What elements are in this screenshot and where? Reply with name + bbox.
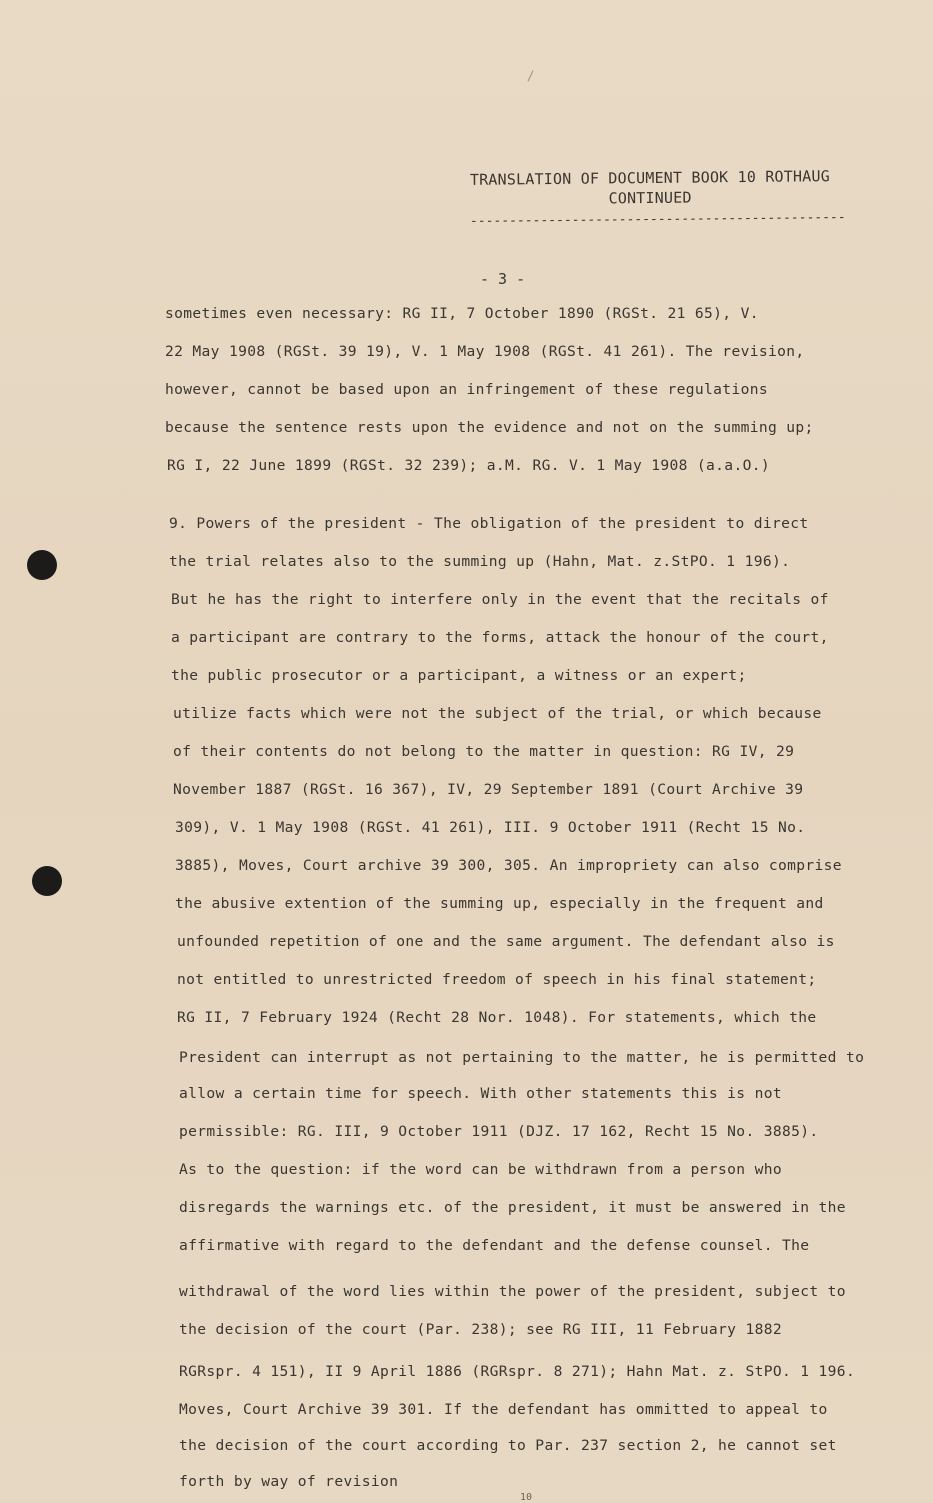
body-line: As to the question: if the word can be withdrawn from a person who (179, 1161, 782, 1178)
body-line: unfounded repetition of one and the same argument. The defendant also is (177, 933, 835, 950)
body-line: the public prosecutor or a participant, a witness or an expert; (171, 667, 747, 684)
body-line: permissible: RG. III, 9 October 1911 (DJZ. 17 162, Recht 15 No. 3885). (179, 1123, 819, 1140)
document-header (440, 166, 860, 210)
page-number: - 3 - (480, 270, 526, 288)
body-line: however, cannot be based upon an infringement of these regulations (165, 381, 768, 398)
footer-mark: 10 (520, 1492, 533, 1503)
body-line: utilize facts which were not the subject of the trial, or which because (173, 705, 822, 722)
stray-pencil-mark (528, 70, 534, 81)
body-line: allow a certain time for speech. With other statements this is not (179, 1085, 782, 1102)
body-line: But he has the right to interfere only in the event that the recitals of (171, 591, 829, 608)
body-line: the trial relates also to the summing up (Hahn, Mat. z.StPO. 1 196). (169, 553, 791, 570)
body-line: withdrawal of the word lies within the power of the president, subject to (179, 1283, 846, 1300)
body-line: not entitled to unrestricted freedom of speech in his final statement; (177, 971, 817, 988)
header-title-line2: CONTINUED (608, 188, 692, 208)
body-line: because the sentence rests upon the evidence and not on the summing up; (165, 419, 814, 436)
body-line: RGRspr. 4 151), II 9 April 1886 (RGRspr. 8 271); Hahn Mat. z. StPO. 1 196. (179, 1363, 856, 1380)
body-line: disregards the warnings etc. of the president, it must be answered in the (179, 1199, 846, 1216)
body-line: affirmative with regard to the defendant and the defense counsel. The (179, 1237, 810, 1254)
body-line: of their contents do not belong to the matter in question: RG IV, 29 (173, 743, 795, 760)
body-line: 9. Powers of the president - The obligation of the president to direct (169, 515, 809, 532)
body-line: 22 May 1908 (RGSt. 39 19), V. 1 May 1908 (RGSt. 41 261). The revision, (165, 343, 805, 360)
body-line: RG II, 7 February 1924 (Recht 28 Nor. 1048). For statements, which the (177, 1009, 817, 1026)
body-line: the decision of the court according to Par. 237 section 2, he cannot set (179, 1437, 837, 1454)
body-line: 3885), Moves, Court archive 39 300, 305. An impropriety can also comprise (175, 857, 842, 874)
body-line: 309), V. 1 May 1908 (RGSt. 41 261), III. 9 October 1911 (Recht 15 No. (175, 819, 806, 836)
punch-hole-top (27, 550, 57, 580)
header-rule: ------------------------------------------------ (469, 210, 846, 229)
body-line: the abusive extention of the summing up, especially in the frequent and (175, 895, 824, 912)
body-line: a participant are contrary to the forms, attack the honour of the court, (171, 629, 829, 646)
body-line: forth by way of revision (179, 1473, 399, 1490)
header-title-line1: TRANSLATION OF DOCUMENT BOOK 10 ROTHAUG (469, 167, 830, 189)
body-line: RG I, 22 June 1899 (RGSt. 32 239); a.M. RG. V. 1 May 1908 (a.a.O.) (167, 457, 770, 474)
body-line: the decision of the court (Par. 238); see RG III, 11 February 1882 (179, 1321, 782, 1338)
body-line: sometimes even necessary: RG II, 7 October 1890 (RGSt. 21 65), V. (165, 305, 759, 322)
punch-hole-bottom (32, 866, 62, 896)
body-line: President can interrupt as not pertaining to the matter, he is permitted to (179, 1049, 865, 1066)
body-line: Moves, Court Archive 39 301. If the defendant has ommitted to appeal to (179, 1401, 828, 1418)
body-line: November 1887 (RGSt. 16 367), IV, 29 September 1891 (Court Archive 39 (173, 781, 804, 798)
